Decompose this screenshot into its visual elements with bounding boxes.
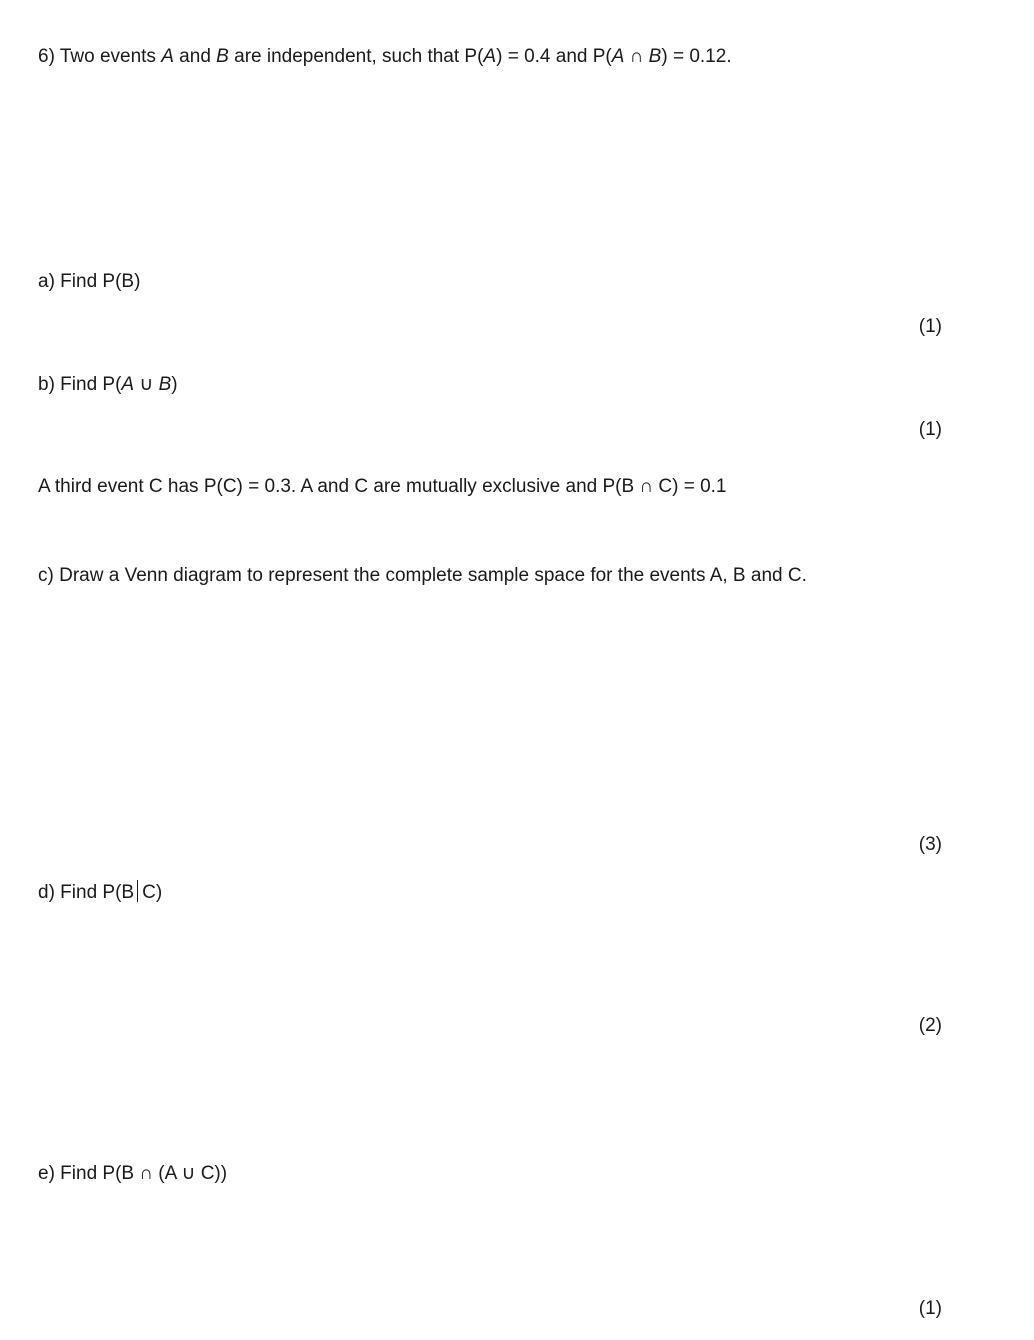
part-c-marks: (3) (918, 834, 942, 855)
part-b-question: b) Find P(A ∪ B) (38, 374, 178, 395)
part-d-marks: (2) (918, 1015, 942, 1036)
part-b-marks: (1) (918, 419, 942, 440)
given-bar (137, 880, 138, 902)
part-e-question: e) Find P(B ∩ (A ∪ C)) (38, 1163, 228, 1184)
question-6-stem: 6) Two events A and B are independent, such that P(A) = 0.4 and P(A ∩ B) = 0.12. (38, 46, 732, 67)
part-e-marks: (1) (918, 1298, 942, 1319)
part-a-question: a) Find P(B) (38, 271, 141, 292)
part-d-question: d) Find P(B C) (38, 882, 163, 903)
part-c-question: c) Draw a Venn diagram to represent the complete sample space for the events A, B and C. (38, 565, 807, 586)
third-event-statement: A third event C has P(C) = 0.3. A and C are mutually exclusive and P(B ∩ C) = 0.1 (38, 476, 727, 497)
part-a-marks: (1) (918, 316, 942, 337)
